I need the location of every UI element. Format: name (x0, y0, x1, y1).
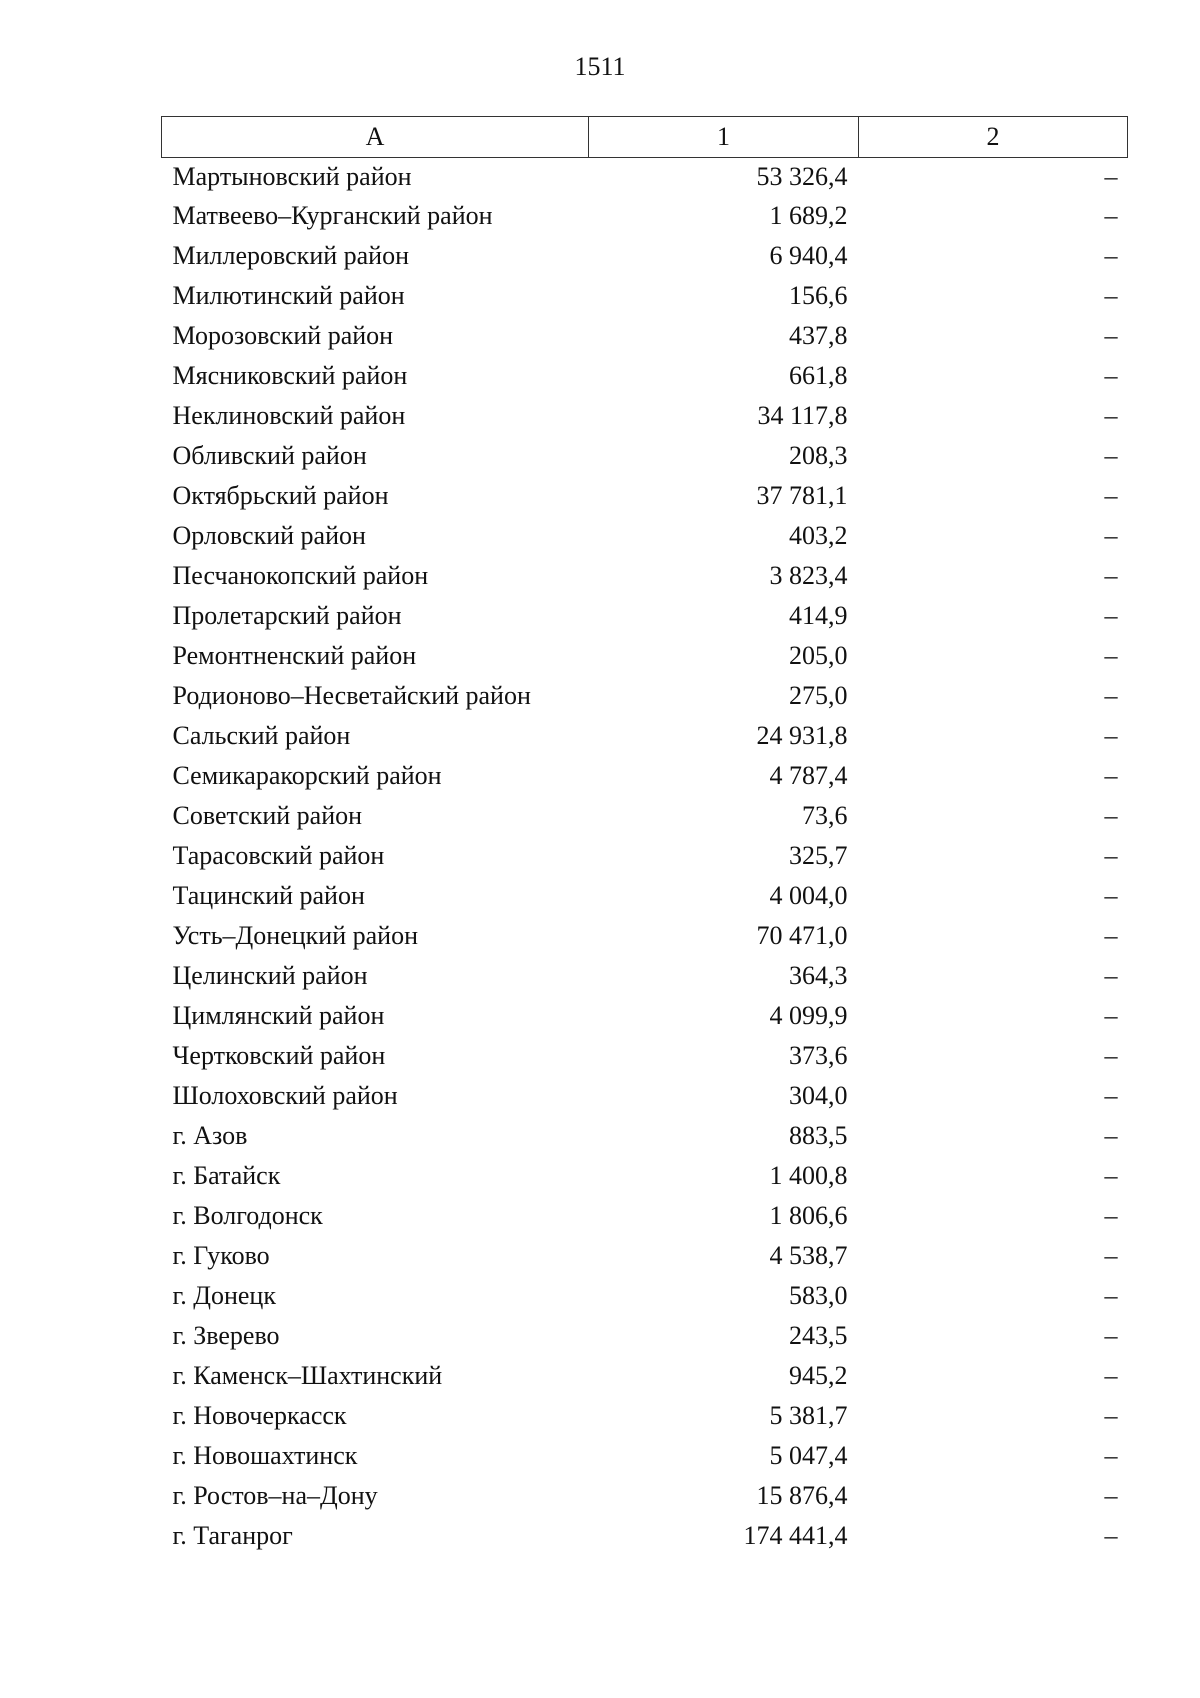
row-col2-cell: – (1104, 1041, 1118, 1070)
row-value-cell: 15 876,4 (756, 1481, 848, 1510)
row-name-cell: г. Донецк (172, 1281, 276, 1310)
table-row (162, 1516, 1128, 1556)
row-value-cell: 243,5 (789, 1321, 848, 1350)
row-name-cell: Орловский район (172, 521, 366, 550)
row-name-cell: Мясниковский район (172, 361, 408, 390)
header-row (162, 117, 1128, 158)
row-name-cell: Цимлянский район (172, 1001, 385, 1030)
table-row (162, 636, 1128, 676)
table-body (162, 158, 1128, 1557)
row-col2-cell: – (1104, 281, 1118, 310)
table-row (162, 1236, 1128, 1276)
row-name-cell: г. Батайск (172, 1161, 281, 1190)
row-value-cell: 5 047,4 (769, 1441, 848, 1470)
header-cell-1: 1 (589, 117, 859, 158)
row-name-cell: Морозовский район (172, 321, 394, 350)
table-row (162, 1036, 1128, 1076)
row-col2-cell: – (1104, 1081, 1118, 1110)
row-col2-cell: – (1104, 561, 1118, 590)
row-value-cell: 1 806,6 (769, 1201, 848, 1230)
row-name-cell: г. Гуково (172, 1241, 270, 1270)
row-col2-cell: – (1104, 921, 1118, 950)
row-name-cell: Усть–Донецкий район (172, 921, 418, 950)
row-value-cell: 205,0 (789, 641, 848, 670)
row-col2-cell: – (1104, 841, 1118, 870)
table-row (162, 196, 1128, 236)
table-row (162, 556, 1128, 596)
row-value-cell: 37 781,1 (756, 481, 848, 510)
row-value-cell: 304,0 (789, 1081, 848, 1110)
row-value-cell: 661,8 (789, 361, 848, 390)
row-name-cell: Неклиновский район (172, 401, 406, 430)
row-name-cell: Родионово–Несветайский район (172, 681, 531, 710)
row-col2-cell: – (1104, 1241, 1118, 1270)
table-row (162, 1356, 1128, 1396)
row-name-cell: г. Новошахтинск (172, 1441, 358, 1470)
row-name-cell: г. Таганрог (172, 1521, 293, 1550)
row-value-cell: 275,0 (789, 681, 848, 710)
row-value-cell: 6 940,4 (769, 241, 848, 270)
row-name-cell: Миллеровский район (172, 241, 410, 270)
table-row (162, 956, 1128, 996)
row-value-cell: 1 689,2 (769, 201, 848, 230)
row-col2-cell: – (1104, 241, 1118, 270)
row-col2-cell: – (1104, 441, 1118, 470)
row-name-cell: Мартыновский район (172, 162, 412, 191)
row-value-cell: 4 099,9 (769, 1001, 848, 1030)
row-name-cell: Пролетарский район (172, 601, 402, 630)
row-name-cell: г. Новочеркасск (172, 1401, 347, 1430)
row-name-cell: Матвеево–Курганский район (172, 201, 493, 230)
row-value-cell: 4 004,0 (769, 881, 848, 910)
page-number: 1511 (574, 52, 626, 81)
row-name-cell: Чертковский район (172, 1041, 386, 1070)
row-col2-cell: – (1104, 201, 1118, 230)
row-name-cell: Ремонтненский район (172, 641, 417, 670)
row-value-cell: 883,5 (789, 1121, 848, 1150)
row-name-cell: Октябрьский район (172, 481, 389, 510)
row-value-cell: 53 326,4 (756, 162, 848, 191)
row-name-cell: г. Волгодонск (172, 1201, 323, 1230)
table-row (162, 876, 1128, 916)
table-row (162, 716, 1128, 756)
row-value-cell: 1 400,8 (769, 1161, 848, 1190)
row-col2-cell: – (1104, 401, 1118, 430)
table-row (162, 356, 1128, 396)
row-value-cell: 403,2 (789, 521, 848, 550)
row-col2-cell: – (1104, 1521, 1118, 1550)
row-col2-cell: – (1104, 1201, 1118, 1230)
row-name-cell: Милютинский район (172, 281, 405, 310)
table-row (162, 1076, 1128, 1116)
row-name-cell: Целинский район (172, 961, 368, 990)
table-row (162, 796, 1128, 836)
row-col2-cell: – (1104, 1401, 1118, 1430)
row-col2-cell: – (1104, 801, 1118, 830)
header-cell-2: 2 (859, 117, 1128, 158)
row-col2-cell: – (1104, 1161, 1118, 1190)
row-col2-cell: – (1104, 761, 1118, 790)
row-value-cell: 24 931,8 (756, 721, 848, 750)
row-value-cell: 373,6 (789, 1041, 848, 1070)
row-value-cell: 34 117,8 (757, 401, 848, 430)
table-row (162, 158, 1128, 197)
row-name-cell: Обливский район (172, 441, 367, 470)
table-row (162, 1276, 1128, 1316)
row-value-cell: 4 538,7 (769, 1241, 848, 1270)
row-name-cell: г. Зверево (172, 1321, 280, 1350)
table-row (162, 756, 1128, 796)
row-col2-cell: – (1104, 1281, 1118, 1310)
row-col2-cell: – (1104, 681, 1118, 710)
table-row (162, 316, 1128, 356)
row-col2-cell: – (1104, 1001, 1118, 1030)
table-row (162, 1196, 1128, 1236)
row-col2-cell: – (1104, 521, 1118, 550)
row-col2-cell: – (1104, 1121, 1118, 1150)
row-col2-cell: – (1104, 481, 1118, 510)
row-value-cell: 208,3 (789, 441, 848, 470)
table-row (162, 1156, 1128, 1196)
table-row (162, 436, 1128, 476)
table-row (162, 1316, 1128, 1356)
row-name-cell: Шолоховский район (172, 1081, 398, 1110)
row-value-cell: 583,0 (789, 1281, 848, 1310)
table-row (162, 996, 1128, 1036)
table-row (162, 836, 1128, 876)
table-row (162, 1436, 1128, 1476)
row-value-cell: 414,9 (789, 601, 848, 630)
row-col2-cell: – (1104, 361, 1118, 390)
row-col2-cell: – (1104, 721, 1118, 750)
row-name-cell: Семикаракорский район (172, 761, 442, 790)
row-col2-cell: – (1104, 641, 1118, 670)
table-row (162, 236, 1128, 276)
row-name-cell: Тарасовский район (172, 841, 385, 870)
row-name-cell: г. Ростов–на–Дону (172, 1481, 378, 1510)
table-row (162, 476, 1128, 516)
row-value-cell: 4 787,4 (769, 761, 848, 790)
row-value-cell: 70 471,0 (756, 921, 848, 950)
row-col2-cell: – (1104, 1361, 1118, 1390)
row-value-cell: 174 441,4 (743, 1521, 848, 1550)
row-value-cell: 945,2 (789, 1361, 848, 1390)
row-value-cell: 364,3 (789, 961, 848, 990)
row-value-cell: 5 381,7 (769, 1401, 848, 1430)
row-value-cell: 3 823,4 (769, 561, 848, 590)
data-table (161, 116, 1128, 1556)
row-value-cell: 156,6 (789, 281, 848, 310)
row-name-cell: Песчанокопский район (172, 561, 429, 590)
row-col2-cell: – (1104, 961, 1118, 990)
table-row (162, 1396, 1128, 1436)
table-row (162, 1476, 1128, 1516)
row-col2-cell: – (1104, 1441, 1118, 1470)
row-col2-cell: – (1104, 1321, 1118, 1350)
row-col2-cell: – (1104, 162, 1118, 191)
table-header (162, 117, 1128, 158)
row-name-cell: Сальский район (172, 721, 351, 750)
row-value-cell: 73,6 (802, 801, 848, 830)
row-name-cell: г. Каменск–Шахтинский (172, 1361, 443, 1390)
header-cell-a: А (162, 117, 589, 158)
row-col2-cell: – (1104, 1481, 1118, 1510)
table-row (162, 1116, 1128, 1156)
table-row (162, 916, 1128, 956)
table-row (162, 676, 1128, 716)
table-row (162, 516, 1128, 556)
row-name-cell: Тацинский район (172, 881, 365, 910)
table-row (162, 276, 1128, 316)
table-row (162, 396, 1128, 436)
row-col2-cell: – (1104, 881, 1118, 910)
row-col2-cell: – (1104, 601, 1118, 630)
row-value-cell: 437,8 (789, 321, 848, 350)
row-col2-cell: – (1104, 321, 1118, 350)
row-name-cell: Советский район (172, 801, 363, 830)
row-name-cell: г. Азов (172, 1121, 248, 1150)
table-row (162, 596, 1128, 636)
row-value-cell: 325,7 (789, 841, 848, 870)
